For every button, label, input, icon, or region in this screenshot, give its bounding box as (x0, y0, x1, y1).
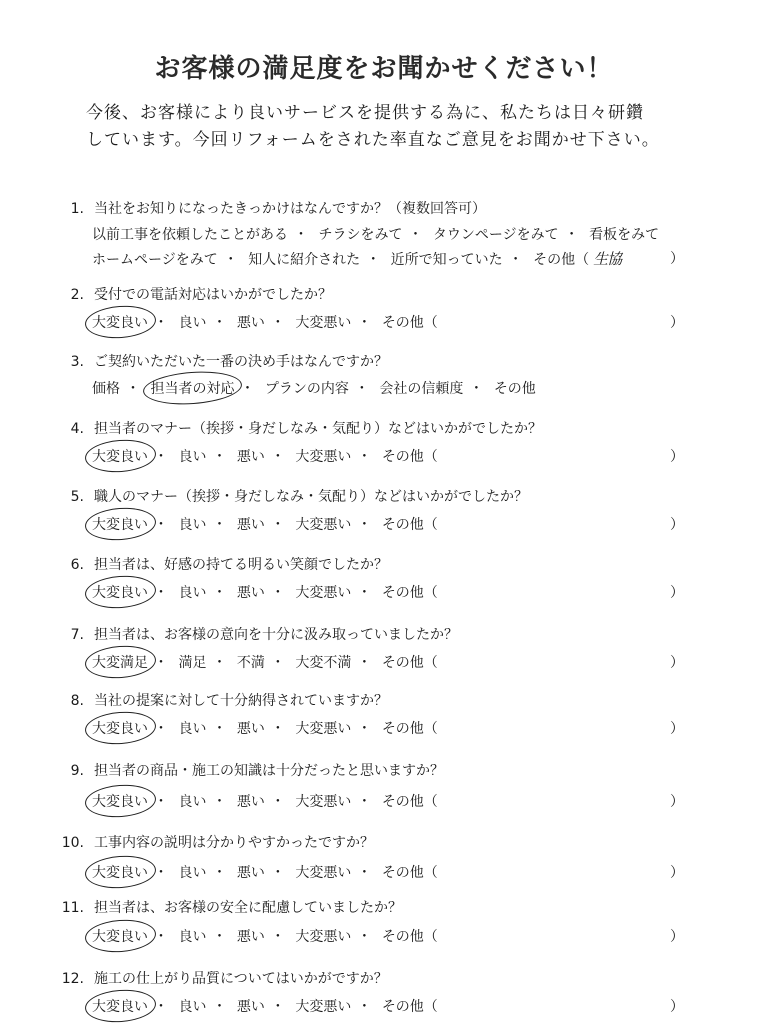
options-row-1: 以前工事を依頼したことがある ・ チラシをみて ・ タウンページをみて ・ 看板をみて (92, 224, 659, 244)
option[interactable]: 大変悪い (295, 794, 352, 810)
option[interactable]: その他 (493, 381, 536, 397)
option[interactable]: 良い (178, 999, 207, 1015)
option-other[interactable]: その他（ (381, 721, 438, 737)
option[interactable]: 悪い (236, 449, 265, 465)
close-paren: ） (670, 929, 684, 945)
option[interactable]: 悪い (236, 929, 265, 945)
question-text: 担当者は、お客様の意向を十分に汲み取っていましたか？ (94, 627, 458, 643)
option[interactable]: 大変悪い (295, 865, 352, 881)
option-other[interactable]: その他（ (381, 315, 438, 331)
close-paren: ） (670, 585, 684, 601)
options-row: 大変良い ・ 良い ・ 悪い ・ 大変悪い ・ その他（ (92, 514, 438, 534)
option-selected[interactable]: 大変良い (92, 446, 148, 466)
option-selected[interactable]: 大変良い (92, 996, 148, 1016)
close-paren: ） (670, 794, 684, 810)
close-paren: ） (670, 865, 684, 881)
question-number: 7. (70, 627, 84, 643)
option-selected[interactable]: 大変良い (92, 926, 148, 946)
option-selected[interactable]: 大変良い (92, 582, 148, 602)
option-other[interactable]: その他（ (381, 865, 438, 881)
option-other[interactable]: その他（ (381, 585, 438, 601)
options-row: 大変良い ・ 良い ・ 悪い ・ 大変悪い ・ その他（ (92, 791, 438, 811)
question-text: 受付での電話対応はいかがでしたか？ (94, 287, 332, 303)
options-row: 大変良い ・ 良い ・ 悪い ・ 大変悪い ・ その他（ (92, 996, 438, 1016)
option-other[interactable]: その他（ (381, 517, 438, 533)
options-row: 大変良い ・ 良い ・ 悪い ・ 大変悪い ・ その他（ (92, 926, 438, 946)
option[interactable]: 良い (178, 929, 207, 945)
option[interactable]: ホームページをみて (92, 252, 218, 268)
close-paren: ） (670, 655, 684, 671)
options-row: 大変良い ・ 良い ・ 悪い ・ 大変悪い ・ その他（ (92, 718, 438, 738)
option[interactable]: 良い (178, 449, 207, 465)
intro-line-1: 今後、お客様により良いサービスを提供する為に、私たちは日々研鑽 (86, 103, 644, 123)
option[interactable]: 悪い (236, 865, 265, 881)
options-row: 大変良い ・ 良い ・ 悪い ・ 大変悪い ・ その他（ (92, 446, 438, 466)
question-number: 10. (61, 835, 84, 851)
option[interactable]: 不満 (236, 655, 265, 671)
question-text: 担当者は、お客様の安全に配慮していましたか？ (94, 900, 402, 916)
option[interactable]: 悪い (236, 794, 265, 810)
option[interactable]: チラシをみて (318, 227, 403, 243)
option-selected[interactable]: 大変良い (92, 514, 148, 534)
option[interactable]: 満足 (178, 655, 207, 671)
option-selected[interactable]: 大変良い (92, 791, 148, 811)
option[interactable]: 良い (178, 865, 207, 881)
question-text: 担当者は、好感の持てる明るい笑顔でしたか？ (94, 557, 388, 573)
options-row: 大変良い ・ 良い ・ 悪い ・ 大変悪い ・ その他（ (92, 582, 438, 602)
question-number: 5. (70, 489, 84, 505)
option[interactable]: 良い (178, 315, 207, 331)
close-paren: ） (670, 999, 684, 1015)
option[interactable]: 良い (178, 517, 207, 533)
option-selected[interactable]: 大変良い (92, 862, 148, 882)
option[interactable]: 大変不満 (295, 655, 352, 671)
option-other[interactable]: その他（ (381, 449, 438, 465)
option[interactable]: 以前工事を依頼したことがある (92, 227, 288, 243)
intro-line-2: しています。今回リフォームをされた率直なご意見をお聞かせ下さい。 (86, 130, 660, 150)
option[interactable]: タウンページをみて (432, 227, 559, 243)
option[interactable]: 悪い (236, 585, 265, 601)
option-other[interactable]: その他（ (381, 999, 438, 1015)
question-number: 12. (61, 971, 84, 987)
option[interactable]: 良い (178, 721, 207, 737)
option[interactable]: 大変悪い (295, 315, 352, 331)
question-number: 6. (70, 557, 84, 573)
option[interactable]: 大変悪い (295, 517, 352, 533)
option[interactable]: 価格 (92, 381, 120, 397)
option[interactable]: 近所で知っていた (390, 252, 503, 268)
option[interactable]: 知人に紹介された (248, 252, 361, 268)
option[interactable]: 大変悪い (295, 449, 352, 465)
option[interactable]: 看板をみて (589, 227, 660, 243)
option[interactable]: 大変悪い (295, 999, 352, 1015)
question-number: 8. (70, 693, 84, 709)
question-text: 施工の仕上がり品質についてはいかがですか？ (94, 971, 388, 987)
question-text: 当社の提案に対して十分納得されていますか？ (94, 693, 388, 709)
options-row: 大変満足 ・ 満足 ・ 不満 ・ 大変不満 ・ その他（ (92, 652, 438, 672)
option[interactable]: 大変悪い (295, 929, 352, 945)
question-number: 4. (70, 421, 84, 437)
option[interactable]: 良い (178, 794, 207, 810)
option-selected[interactable]: 大変良い (92, 312, 148, 332)
question-number: 1. (70, 201, 84, 217)
options-row: 価格 ・ 担当者の対応 ・ プランの内容 ・ 会社の信頼度 ・ その他 (92, 378, 536, 398)
option-selected[interactable]: 大変良い (92, 718, 148, 738)
close-paren: ） (670, 315, 684, 331)
close-paren: ） (670, 251, 684, 267)
close-paren: ） (670, 449, 684, 465)
question-number: 11. (61, 900, 84, 916)
option[interactable]: 悪い (236, 517, 265, 533)
question-number: 9. (70, 763, 84, 779)
option[interactable]: 悪い (236, 315, 265, 331)
option-other[interactable]: その他（ (533, 252, 590, 268)
question-number: 2. (70, 287, 84, 303)
question-text: 担当者の商品・施工の知識は十分だったと思いますか？ (94, 763, 444, 779)
option[interactable]: プランの内容 (264, 381, 349, 397)
option[interactable]: 会社の信頼度 (379, 381, 464, 397)
options-row: 大変良い ・ 良い ・ 悪い ・ 大変悪い ・ その他（ (92, 862, 438, 882)
option[interactable]: 良い (178, 585, 207, 601)
option-other[interactable]: その他（ (381, 655, 438, 671)
question-text: ご契約いただいた一番の決め手はなんですか？ (94, 354, 388, 370)
option[interactable]: 大変悪い (295, 585, 352, 601)
question-text: 工事内容の説明は分かりやすかったですか？ (94, 835, 374, 851)
page-title: お客様の満足度をお聞かせください！ (154, 54, 614, 84)
handwritten-answer: 生協 (593, 250, 622, 268)
question-number: 3. (70, 354, 84, 370)
question-text: 担当者のマナー（挨拶・身だしなみ・気配り）などはいかがでしたか？ (94, 421, 542, 437)
options-row: 大変良い ・ 良い ・ 悪い ・ 大変悪い ・ その他（ (92, 312, 438, 332)
question-text: 当社をお知りになったきっかけはなんですか？（複数回答可） (94, 201, 486, 217)
options-row-2: ホームページをみて ・ 知人に紹介された ・ 近所で知っていた ・ その他（ 生協 (92, 250, 622, 268)
option-selected[interactable]: 担当者の対応 (150, 378, 234, 398)
option-other[interactable]: その他（ (381, 929, 438, 945)
intro-text (86, 100, 726, 154)
option-other[interactable]: その他（ (381, 794, 438, 810)
question-text: 職人のマナー（挨拶・身だしなみ・気配り）などはいかがでしたか？ (94, 489, 528, 505)
option[interactable]: 悪い (236, 721, 265, 737)
option-selected[interactable]: 大変満足 (92, 652, 148, 672)
close-paren: ） (670, 721, 684, 737)
close-paren: ） (670, 517, 684, 533)
option[interactable]: 大変悪い (295, 721, 352, 737)
option[interactable]: 悪い (236, 999, 265, 1015)
